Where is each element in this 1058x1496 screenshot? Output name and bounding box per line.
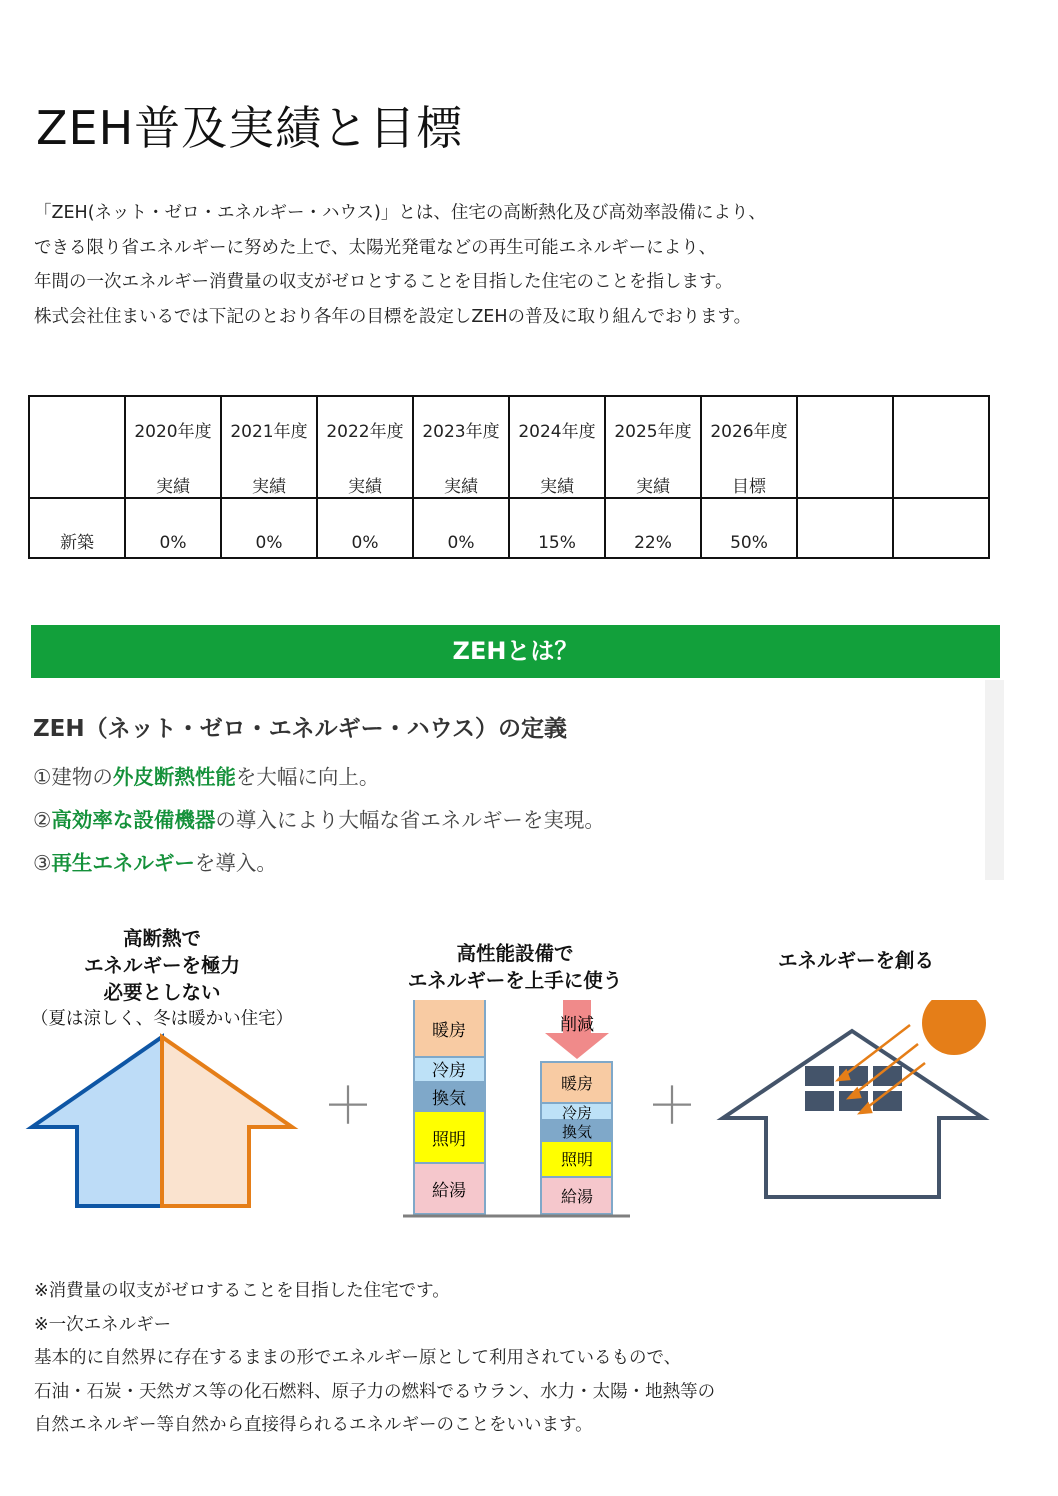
- header-cell: [125, 396, 221, 498]
- reduce-label: 削減: [560, 1015, 594, 1035]
- energy-after-bar: [541, 1062, 612, 1214]
- header-cell: [509, 396, 605, 498]
- value-cell: 22%: [605, 498, 701, 558]
- table-row: [29, 498, 989, 558]
- empty-cell: [797, 498, 893, 558]
- bar-label: 換気: [561, 1123, 593, 1141]
- footnotes: [34, 1275, 715, 1443]
- bar-label: 冷房: [561, 1104, 593, 1122]
- definition-item: [33, 846, 277, 876]
- kind-label: 実績: [444, 477, 478, 497]
- header-empty-cell: [29, 396, 125, 498]
- equipment-caption: [365, 940, 665, 994]
- header-empty-cell: [797, 396, 893, 498]
- caption-sub: （夏は涼しく、冬は暖かい住宅）: [30, 1009, 294, 1029]
- definition-item: [33, 803, 605, 833]
- year-label: 2025年度: [614, 422, 692, 442]
- bar-label: 冷房: [432, 1061, 466, 1081]
- table-header-row: [29, 396, 989, 498]
- solar-house-icon: [723, 1000, 986, 1197]
- caption-line: 高断熱で: [122, 927, 201, 950]
- caption-line: 高性能設備で: [456, 942, 574, 965]
- definition-text: ②: [33, 808, 52, 832]
- bar-label: 暖房: [432, 1021, 466, 1041]
- page-title: ZEH普及実績と目標: [36, 101, 464, 155]
- kind-label: 目標: [732, 477, 766, 497]
- bar-label: 給湯: [560, 1187, 594, 1206]
- definition-text: を導入。: [194, 851, 277, 875]
- plus-icon: ＋: [647, 1077, 697, 1135]
- value-cell: 15%: [509, 498, 605, 558]
- intro-line: 年間の一次エネルギー消費量の収支がゼロとすることを目指した住宅のことを指します。: [34, 272, 733, 292]
- caption-line: 必要としない: [103, 981, 221, 1004]
- value-cell: 0%: [125, 498, 221, 558]
- header-cell: [221, 396, 317, 498]
- bar-label: 照明: [432, 1130, 466, 1150]
- value-cell: 0%: [221, 498, 317, 558]
- year-label: 2023年度: [422, 422, 500, 442]
- bar-label: 暖房: [560, 1074, 594, 1093]
- kind-label: 実績: [636, 477, 670, 497]
- caption-line: エネルギーを極力: [83, 954, 240, 977]
- footnote-line: 自然エネルギー等自然から直接得られるエネルギーのことをいいます。: [34, 1415, 593, 1435]
- intro-text: [34, 196, 766, 334]
- kind-label: 実績: [348, 477, 382, 497]
- header-cell: [317, 396, 413, 498]
- header-cell: [605, 396, 701, 498]
- definition-highlight: 外皮断熱性能: [112, 765, 236, 789]
- year-label: 2020年度: [134, 422, 212, 442]
- definition-text: の導入により大幅な省エネルギーを実現。: [215, 808, 605, 832]
- reduction-arrow-icon: [545, 1000, 609, 1059]
- header-empty-cell: [893, 396, 989, 498]
- row-label: 新築: [29, 498, 125, 558]
- energy-caption: エネルギーを創る: [777, 949, 934, 972]
- side-divider: [985, 680, 1004, 880]
- definition-highlight: 再生エネルギー: [51, 851, 195, 875]
- year-label: 2026年度: [710, 422, 788, 442]
- bar-label: 換気: [432, 1089, 466, 1109]
- header-cell: [701, 396, 797, 498]
- definition-item: [33, 760, 379, 790]
- definition-text: を大幅に向上。: [235, 765, 380, 789]
- intro-line: 「ZEH(ネット・ゼロ・エネルギー・ハウス)」とは、住宅の高断熱化及び高効率設備により、: [34, 203, 766, 223]
- bar-label: 給湯: [432, 1181, 466, 1201]
- definition-heading: ZEH（ネット・ゼロ・エネルギー・ハウス）の定義: [33, 716, 567, 742]
- definition-text: ①建物の: [33, 765, 113, 789]
- caption-line: エネルギーを上手に使う: [407, 969, 623, 992]
- footnote-line: 石油・石炭・天然ガス等の化石燃料、原子力の燃料でるウラン、水力・太陽・地熱等の: [34, 1381, 716, 1402]
- footnote-line: ※一次エネルギー: [34, 1314, 172, 1335]
- zeh-illustration: [0, 1000, 1058, 1230]
- footnote-line: 基本的に自然界に存在するままの形でエネルギー原として利用されているもので、: [34, 1348, 682, 1368]
- plus-icon: ＋: [323, 1077, 373, 1135]
- definition-text: ③: [33, 851, 52, 875]
- value-cell: 0%: [413, 498, 509, 558]
- insulated-house-icon: [32, 1037, 292, 1206]
- bar-label: 照明: [560, 1150, 594, 1169]
- kind-label: 実績: [252, 477, 286, 497]
- year-label: 2022年度: [326, 422, 404, 442]
- footnote-line: ※消費量の収支がゼロすることを目指した住宅です。: [34, 1281, 450, 1301]
- year-label: 2021年度: [230, 422, 308, 442]
- zeh-banner: ZEHとは？: [31, 625, 1000, 678]
- sun-icon: [922, 1000, 986, 1055]
- energy-before-bar: [414, 1000, 485, 1214]
- value-cell: 50%: [701, 498, 797, 558]
- year-label: 2024年度: [518, 422, 596, 442]
- value-cell: 0%: [317, 498, 413, 558]
- intro-line: できる限り省エネルギーに努めた上で、太陽光発電などの再生可能エネルギーにより、: [34, 237, 717, 258]
- intro-line: 株式会社住まいるでは下記のとおり各年の目標を設定しZEHの普及に取り組んでおります。: [34, 306, 752, 327]
- kind-label: 実績: [156, 477, 190, 497]
- definition-highlight: 高効率な設備機器: [51, 808, 216, 832]
- empty-cell: [893, 498, 989, 558]
- zeh-target-table: [28, 395, 990, 559]
- kind-label: 実績: [540, 477, 574, 497]
- header-cell: [413, 396, 509, 498]
